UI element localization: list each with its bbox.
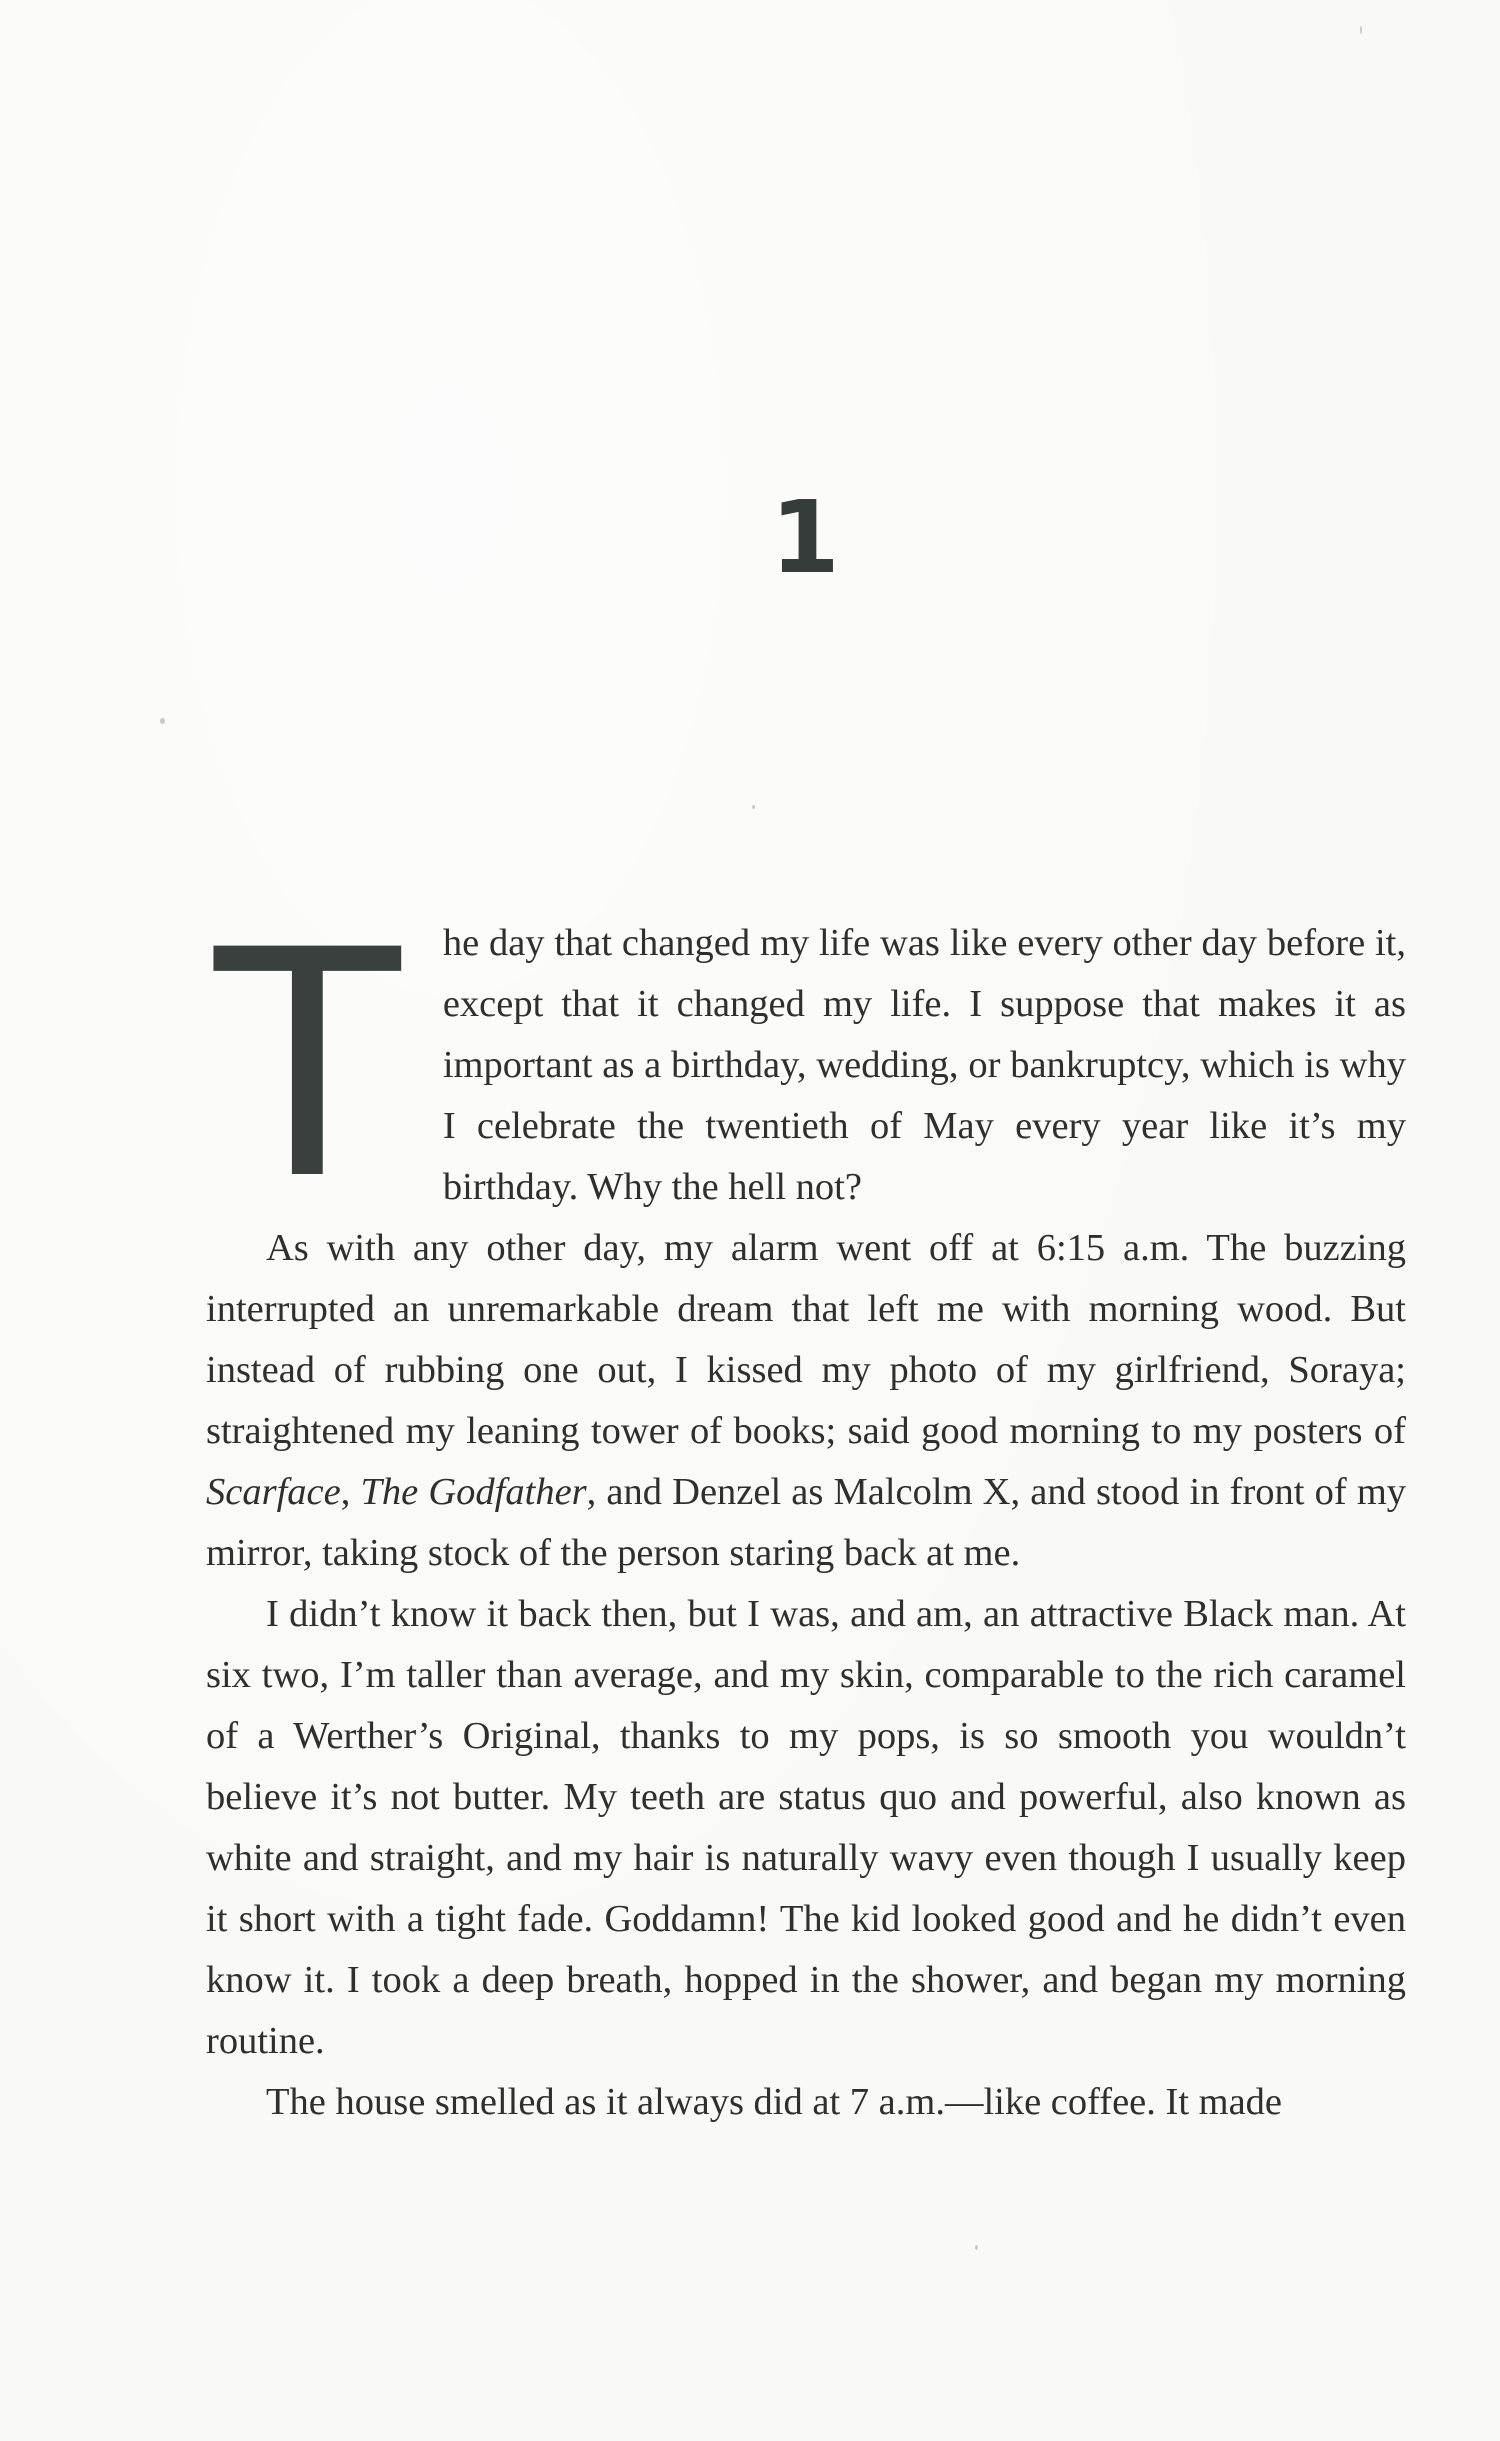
scan-speck — [752, 805, 755, 809]
paragraph-1 — [206, 874, 1406, 1245]
body-text — [206, 874, 1407, 2133]
scan-speck — [975, 2245, 978, 2250]
film-title-scarface: Scarface — [206, 1471, 341, 1513]
scan-speck — [1360, 26, 1362, 34]
chapter-number: 1 — [770, 479, 840, 596]
paragraph-4: The house smelled as it always did at 7 a.m.—like coffee. It made — [266, 2081, 1283, 2123]
paragraph-2-text-a: As with any other day, my alarm went off at 6:15 a.m. The buzzing interrupted an unremarkable dream that left me with morning wood. But instead of rubbing one out, I kissed my photo of my girlfriend, Soraya; straightened my leaning tower of books; said good morning to my posters of — [206, 1227, 1406, 1452]
film-title-godfather: The Godfather — [360, 1471, 587, 1513]
paragraph-1-text: he day that changed my life was like every other day before it, except that it changed my life. I suppose that makes it as important as a birthday, wedding, or bankruptcy, which is why I celebrate the twentieth of May every year like it’s my birthday. Why the hell not? — [442, 922, 1406, 1208]
paragraph-2 — [206, 1218, 1406, 1584]
paragraph-2-text-b: , — [340, 1471, 361, 1513]
paragraph-3: I didn’t know it back then, but I was, and am, an attractive Black man. At six two, I’m taller than average, and my skin, comparable to the rich caramel of a Werther’s Original, thanks to my pops, is so smooth you wouldn’t believe it’s not butter. My teeth are status quo and powerful, also known as white and straight, and my hair is naturally wavy even though I usually keep it short with a tight fade. Goddamn! The kid looked good and he didn’t even know it. I took a deep breath, hopped in the shower, and began my morning routine. — [206, 1593, 1406, 2062]
scan-speck — [160, 718, 165, 724]
paragraph-2-text-c: , and Denzel as Malcolm X, and stood in front of my mirror, taking stock of the person staring back at me. — [206, 1471, 1407, 1574]
drop-cap: T — [206, 874, 409, 1245]
